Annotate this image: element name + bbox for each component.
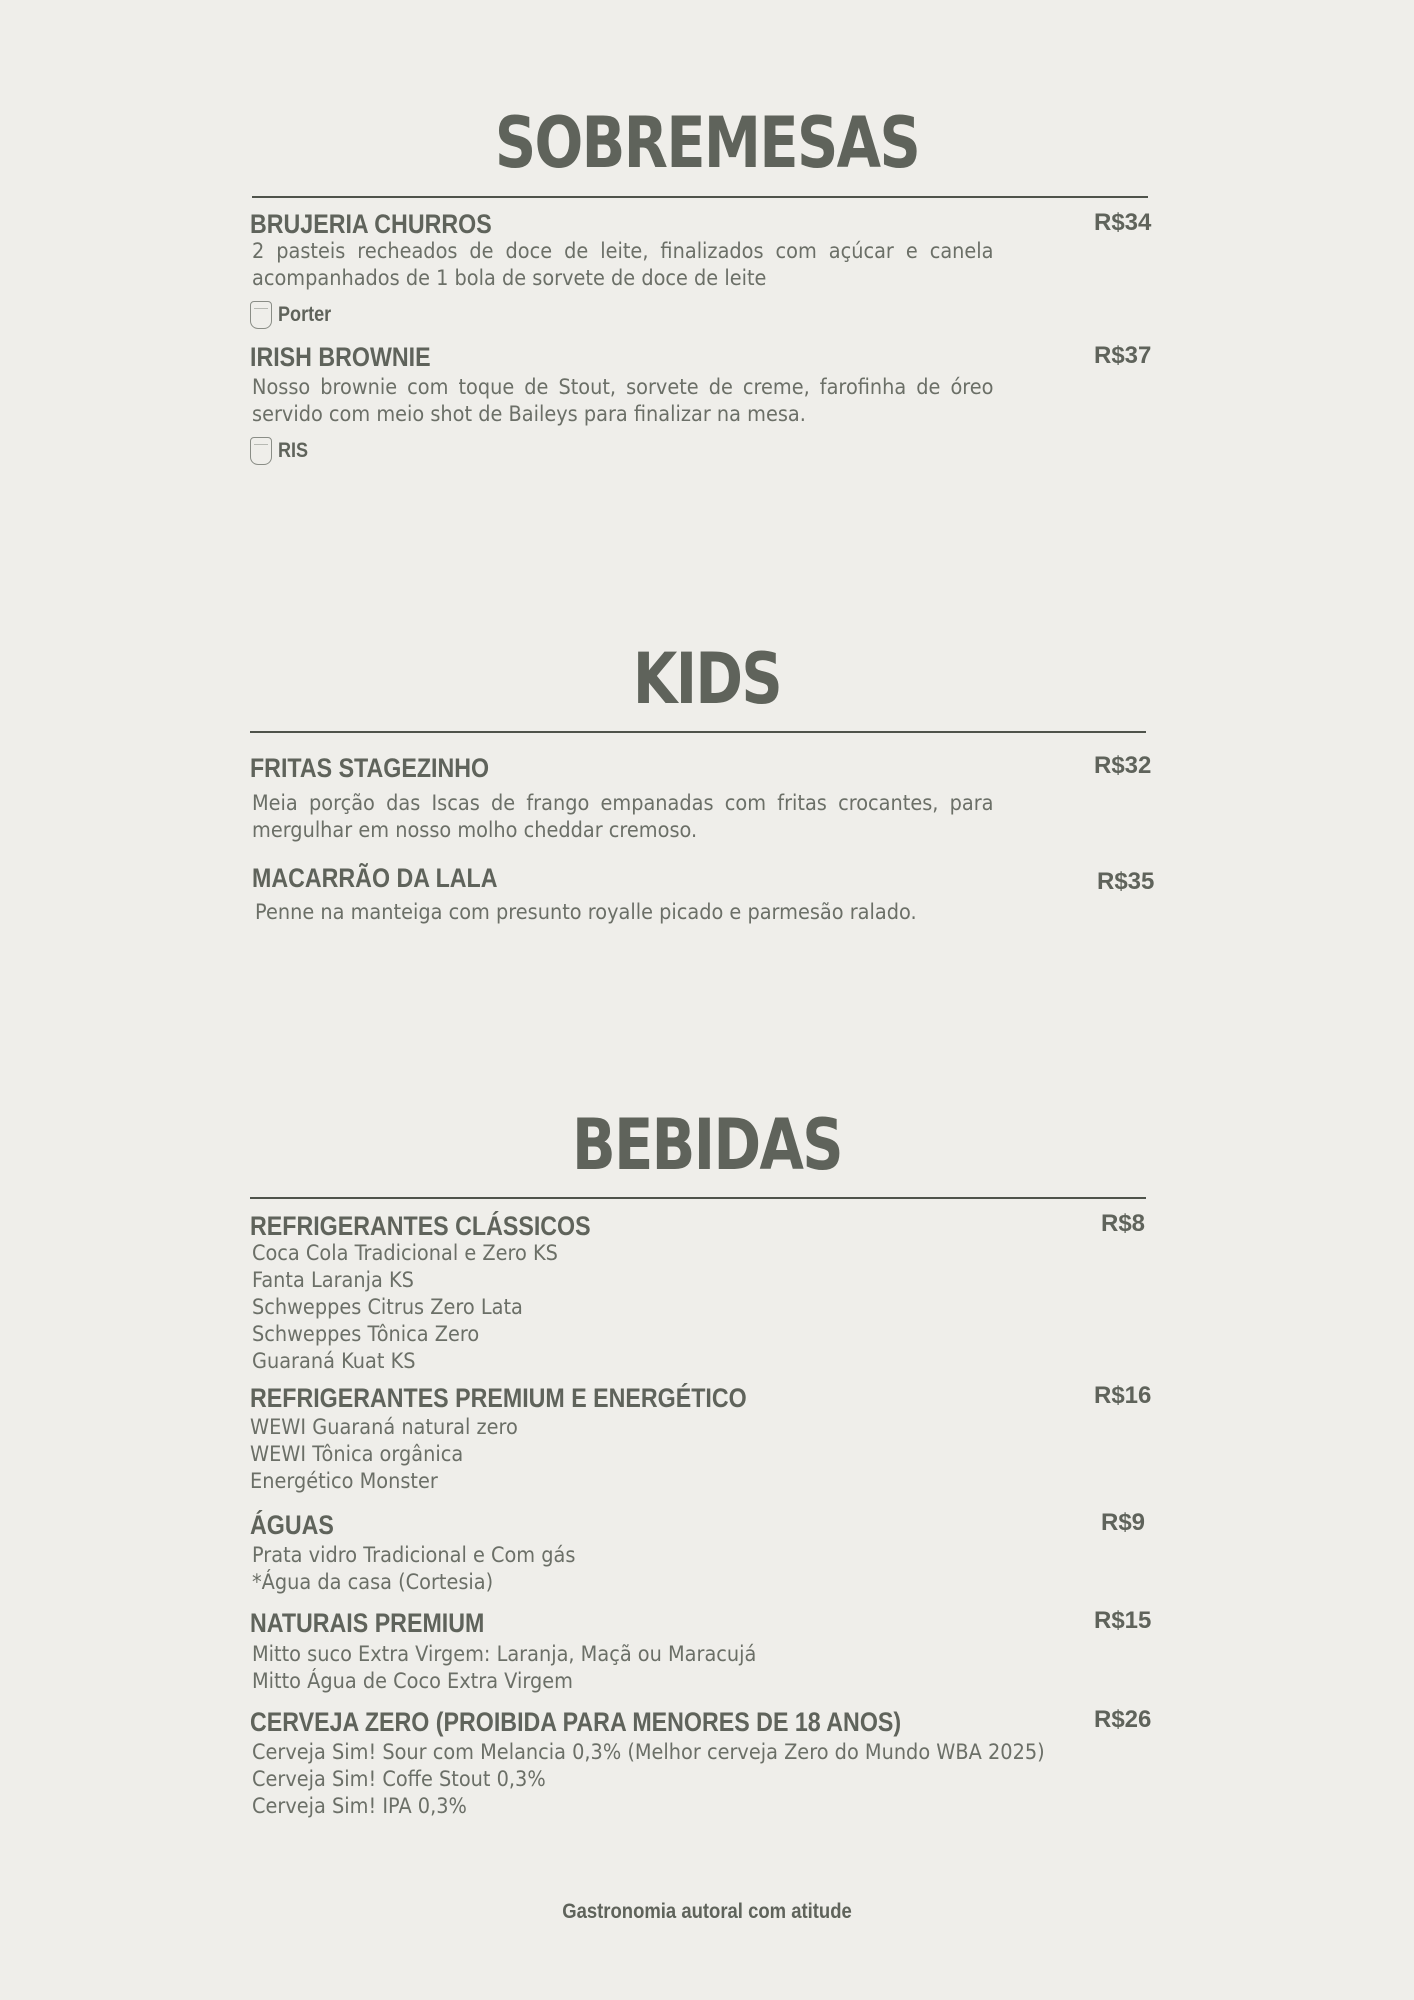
drink-category-name: CERVEJA ZERO (PROIBIDA PARA MENORES DE 18 ANOS) [250, 1707, 902, 1737]
drink-category-price: R$16 [1094, 1382, 1152, 1409]
drink-list [252, 1739, 1045, 1820]
section-title-sobremesas: SOBREMESAS [494, 102, 920, 184]
drink-list-item: Mitto suco Extra Virgem: Laranja, Maçã ou Maracujá [252, 1642, 757, 1666]
menu-item-name: MACARRÃO DA LALA [252, 863, 498, 893]
drink-list [250, 1414, 518, 1495]
menu-item-name: BRUJERIA CHURROS [250, 209, 492, 239]
section-divider [250, 1197, 1146, 1199]
beer-glass-icon [250, 437, 272, 465]
menu-item-description: Penne na manteiga com presunto royalle picado e parmesão ralado. [255, 900, 917, 924]
drink-list [252, 1542, 575, 1596]
drink-list-item: Schweppes Tônica Zero [252, 1322, 480, 1346]
drink-list-item: WEWI Guaraná natural zero [250, 1415, 518, 1439]
drink-category-name: ÁGUAS [250, 1510, 334, 1540]
drink-list-item: Prata vidro Tradicional e Com gás [252, 1543, 576, 1567]
menu-item-price: R$32 [1094, 752, 1152, 779]
drink-list-item: Cerveja Sim! Sour com Melancia 0,3% (Melhor cerveja Zero do Mundo WBA 2025) [252, 1740, 1045, 1764]
drink-list-item: WEWI Tônica orgânica [250, 1442, 464, 1466]
menu-item-description: 2 pasteis recheados de doce de leite, finalizados com açúcar e canela acompanhados de 1 bola de sorvete de doce de leite [252, 239, 994, 290]
drink-list-item: Energético Monster [250, 1469, 438, 1493]
menu-item-name: FRITAS STAGEZINHO [250, 753, 490, 783]
menu-item-name: IRISH BROWNIE [250, 342, 431, 372]
beer-pairing [250, 437, 313, 465]
drink-category-name: REFRIGERANTES CLÁSSICOS [250, 1211, 591, 1241]
drink-category-price: R$8 [1101, 1210, 1146, 1237]
drink-list-item: Cerveja Sim! Coffe Stout 0,3% [252, 1767, 546, 1791]
drink-category-name: REFRIGERANTES PREMIUM E ENERGÉTICO [250, 1383, 747, 1413]
pairing-label: RIS [278, 439, 309, 462]
drink-list-item: Coca Cola Tradicional e Zero KS [252, 1241, 558, 1265]
beer-pairing [250, 301, 340, 329]
menu-item-price: R$34 [1094, 209, 1152, 236]
drink-category-price: R$26 [1094, 1706, 1152, 1733]
drink-list-item: *Água da casa (Cortesia) [252, 1570, 494, 1594]
menu-item-description: Nosso brownie com toque de Stout, sorvete de creme, farofinha de óreo servido com meio shot de Baileys para finalizar na mesa. [252, 375, 994, 426]
section-title-kids: KIDS [632, 638, 782, 720]
beer-glass-icon [250, 301, 272, 329]
menu-item-price: R$37 [1094, 342, 1152, 369]
section-divider [250, 731, 1146, 733]
drink-list-item: Mitto Água de Coco Extra Virgem [252, 1669, 573, 1693]
drink-list-item: Schweppes Citrus Zero Lata [252, 1295, 523, 1319]
pairing-label: Porter [278, 303, 332, 326]
section-divider [252, 196, 1148, 198]
footer-tagline: Gastronomia autoral com atitude [562, 1900, 852, 1923]
section-title-bebidas: BEBIDAS [571, 1104, 843, 1186]
drink-list [252, 1240, 558, 1375]
drink-category-name: NATURAIS PREMIUM [250, 1608, 485, 1638]
drink-list-item: Fanta Laranja KS [252, 1268, 414, 1292]
drink-list [252, 1641, 756, 1695]
drink-category-price: R$9 [1101, 1509, 1146, 1536]
drink-category-price: R$15 [1094, 1607, 1152, 1634]
drink-list-item: Cerveja Sim! IPA 0,3% [252, 1794, 467, 1818]
menu-item-description: Meia porção das Iscas de frango empanadas com fritas crocantes, para mergulhar em nosso molho cheddar cremoso. [252, 791, 994, 842]
menu-item-price: R$35 [1097, 868, 1155, 895]
drink-list-item: Guaraná Kuat KS [252, 1349, 416, 1373]
